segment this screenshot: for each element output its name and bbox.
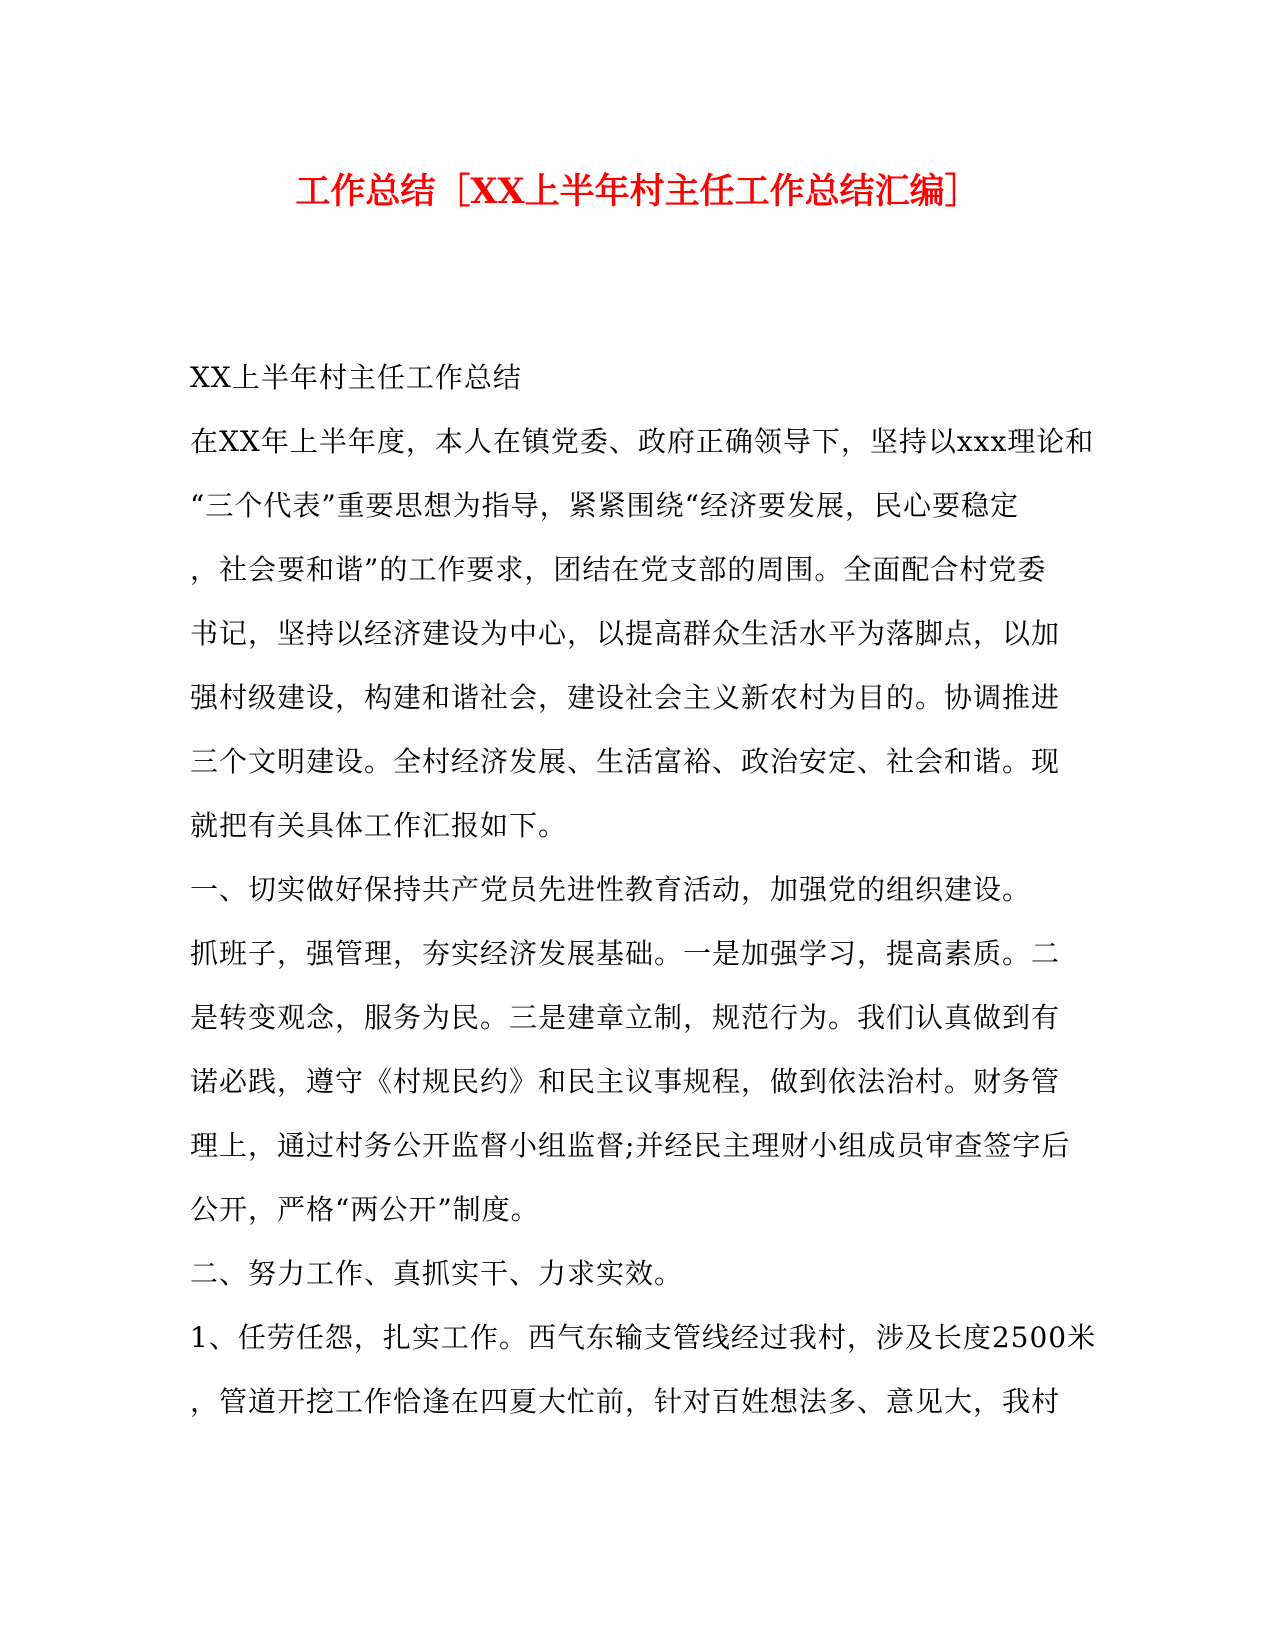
subtitle-line: XX上半年村主任工作总结: [190, 361, 522, 394]
text-line: 诺必践，遵守《村规民约》和民主议事规程，做到依法治村。财务管: [190, 1065, 1061, 1098]
text-line: 抓班子，强管理，夯实经济发展基础。一是加强学习，提高素质。二: [190, 937, 1061, 970]
document-title: 工作总结［XX上半年村主任工作总结汇编］: [295, 171, 980, 212]
document-body: [190, 346, 1097, 1434]
text-line: ，管道开挖工作恰逢在四夏大忙前，针对百姓想法多、意见大，我村: [190, 1385, 1061, 1418]
text-line: 理上，通过村务公开监督小组监督;并经民主理财小组成员审查签字后: [190, 1129, 1071, 1162]
text-line: 1、任劳任怨，扎实工作。西气东输支管线经过我村，涉及长度2500米: [190, 1321, 1097, 1354]
text-line: 就把有关具体工作汇报如下。: [190, 809, 568, 842]
section-heading-2: 二、努力工作、真抓实干、力求实效。: [190, 1257, 684, 1290]
text-line: 是转变观念，服务为民。三是建章立制，规范行为。我们认真做到有: [190, 1001, 1061, 1034]
text-line: 公开，严格“两公开”制度。: [190, 1193, 540, 1226]
text-line: 三个文明建设。全村经济发展、生活富裕、政治安定、社会和谐。现: [190, 745, 1061, 778]
section-heading-1: 一、切实做好保持共产党员先进性教育活动，加强党的组织建设。: [190, 873, 1032, 906]
text-line: 在XX年上半年度，本人在镇党委、政府正确领导下，坚持以xxx理论和: [190, 425, 1095, 458]
text-line: “三个代表”重要思想为指导，紧紧围绕“经济要发展，民心要稳定: [190, 489, 1019, 522]
text-line: ，社会要和谐”的工作要求，团结在党支部的周围。全面配合村党委: [190, 553, 1047, 586]
text-line: 强村级建设，构建和谐社会，建设社会主义新农村为目的。协调推进: [190, 681, 1061, 714]
text-line: 书记，坚持以经济建设为中心，以提高群众生活水平为落脚点，以加: [190, 617, 1061, 650]
